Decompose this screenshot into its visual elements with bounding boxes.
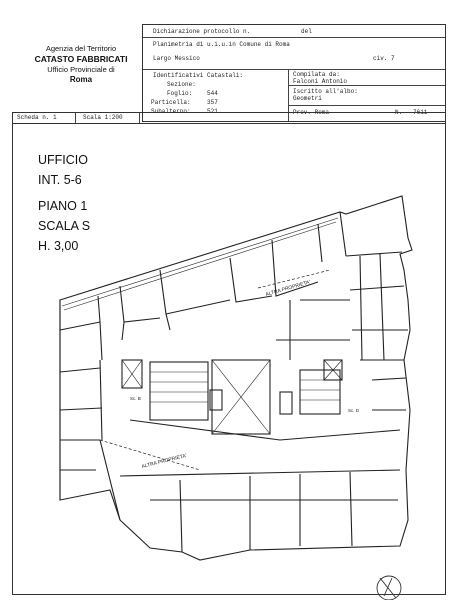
sezione-label: Sezione:	[167, 81, 196, 88]
planimetria-text: Planimetria di u.i.u.in Comune di Roma	[153, 41, 290, 48]
stair-d-label: Sc. D	[348, 408, 360, 413]
north-arrow-icon	[377, 576, 401, 600]
plan-scala: SCALA S	[38, 219, 91, 233]
stair-b-label: Sc. B	[130, 396, 141, 401]
particella-value: 357	[207, 99, 218, 106]
n-label: N.	[395, 109, 403, 116]
identificativi-label: Identificativi Catastali:	[153, 72, 244, 79]
foglio-label: Foglio:	[167, 90, 193, 97]
compilata-label: Compilata da:	[293, 71, 340, 78]
scheda-text: Scheda n. 1	[17, 114, 57, 121]
subalterno-value: 521	[207, 108, 218, 115]
del-label: del	[301, 28, 312, 35]
altra-proprieta-label-bottom: ALTRA PROPRIETA'	[141, 452, 188, 470]
subalterno-label: Subalterno:	[151, 108, 191, 115]
prov-label: Prov. Roma	[293, 109, 330, 116]
plan-height: H. 3,00	[38, 239, 79, 253]
n-value: 7611	[413, 109, 428, 116]
iscritto-label: Iscritto all'albo:	[293, 88, 358, 95]
ufficio-provinciale: Ufficio Provinciale di	[47, 65, 115, 74]
catasto-title: CATASTO FABBRICATI	[34, 54, 128, 64]
agency-city: Roma	[69, 75, 93, 84]
compilata-value: Falconi Antonio	[293, 78, 348, 85]
plan-use: UFFICIO	[38, 153, 88, 167]
dichiarazione-label: Dichiarazione protocollo n.	[153, 28, 251, 35]
altra-proprieta-label-top: ALTRA PROPRIETA'	[264, 279, 312, 298]
foglio-value: 544	[207, 90, 218, 97]
plan-interno: INT. 5-6	[38, 173, 82, 187]
scala-text: Scala 1:200	[83, 114, 123, 121]
plan-piano: PIANO 1	[38, 199, 88, 213]
particella-label: Particella:	[151, 99, 191, 106]
address-text: Largo Messico	[153, 55, 200, 62]
agency-name: Agenzia del Territorio	[45, 44, 117, 53]
civ-text: civ. 7	[373, 55, 395, 62]
iscritto-value: Geometri	[293, 95, 322, 102]
